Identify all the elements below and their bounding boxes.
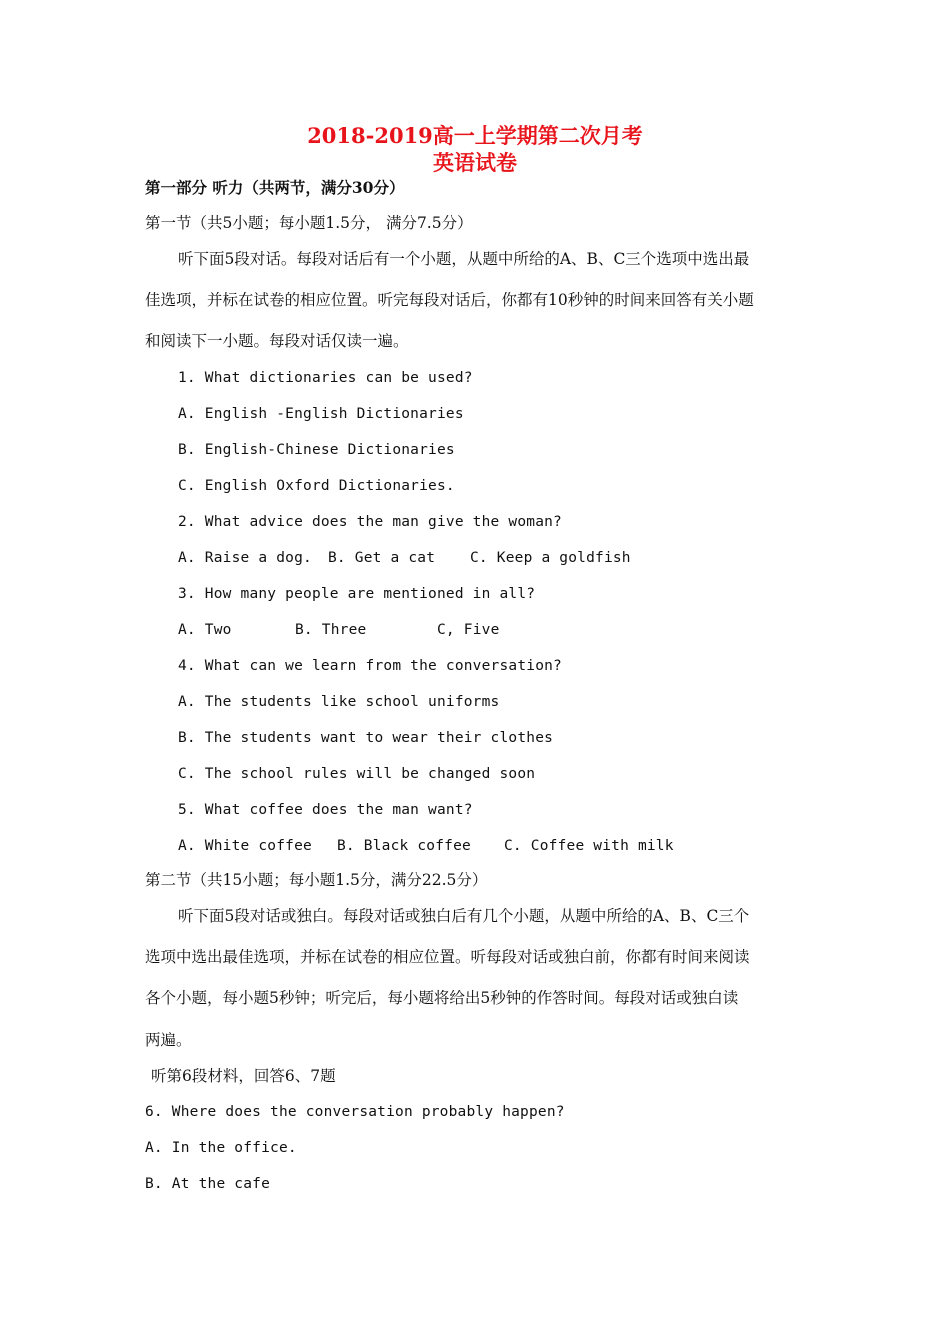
- q6-option-a: A. In the office.: [145, 1140, 297, 1156]
- question-1: 1. What dictionaries can be used?: [178, 370, 473, 386]
- question-2: 2. What advice does the man give the woman?: [178, 514, 562, 530]
- section2-heading: 第二节（共15小题；每小题1.5分，满分22.5分）: [145, 871, 488, 889]
- q2-option-b: B. Get a cat: [328, 550, 436, 566]
- section2-instruction-line: 听下面5段对话或独白。每段对话或独白后有几个小题，从题中所给的A、B、C三个: [178, 907, 750, 925]
- section1-instruction-line: 佳选项，并标在试卷的相应位置。听完每段对话后，你都有10秒钟的时间来回答有关小题: [145, 291, 754, 309]
- question-3: 3. How many people are mentioned in all?: [178, 586, 536, 602]
- q3-option-c: C, Five: [437, 622, 500, 638]
- q4-option-a: A. The students like school uniforms: [178, 694, 500, 710]
- question-5: 5. What coffee does the man want?: [178, 802, 473, 818]
- page-title-line2: 英语试卷: [433, 150, 517, 175]
- q6-option-b: B. At the cafe: [145, 1176, 271, 1192]
- section2-instruction-line: 两遍。: [145, 1031, 192, 1049]
- q5-option-b: B. Black coffee: [337, 838, 471, 854]
- q1-option-a: A. English -English Dictionaries: [178, 406, 464, 422]
- q3-option-b: B. Three: [295, 622, 367, 638]
- q5-option-c: C. Coffee with milk: [504, 838, 674, 854]
- q1-option-b: B. English-Chinese Dictionaries: [178, 442, 455, 458]
- q4-option-b: B. The students want to wear their clothes: [178, 730, 554, 746]
- q3-option-a: A. Two: [178, 622, 232, 638]
- q1-option-c: C. English Oxford Dictionaries.: [178, 478, 455, 494]
- material-6-heading: 听第6段材料，回答6、7题: [151, 1067, 336, 1085]
- question-6: 6. Where does the conversation probably happen?: [145, 1104, 565, 1120]
- section1-instruction-line: 和阅读下一小题。每段对话仅读一遍。: [145, 332, 409, 350]
- section1-instruction-line: 听下面5段对话。每段对话后有一个小题，从题中所给的A、B、C三个选项中选出最: [178, 250, 750, 268]
- page-title-line1: 2018-2019高一上学期第二次月考: [307, 123, 643, 148]
- section2-instruction-line: 各个小题，每小题5秒钟；听完后，每小题将给出5秒钟的作答时间。每段对话或独白读: [145, 989, 739, 1007]
- q2-option-a: A. Raise a dog.: [178, 550, 312, 566]
- section2-instruction-line: 选项中选出最佳选项，并标在试卷的相应位置。听每段对话或独白前，你都有时间来阅读: [145, 948, 750, 966]
- q4-option-c: C. The school rules will be changed soon: [178, 766, 536, 782]
- q5-option-a: A. White coffee: [178, 838, 312, 854]
- part1-heading: 第一部分 听力（共两节，满分30分）: [145, 178, 405, 197]
- q2-option-c: C. Keep a goldfish: [470, 550, 631, 566]
- question-4: 4. What can we learn from the conversation?: [178, 658, 562, 674]
- section1-heading: 第一节（共5小题；每小题1.5分， 满分7.5分）: [145, 214, 473, 232]
